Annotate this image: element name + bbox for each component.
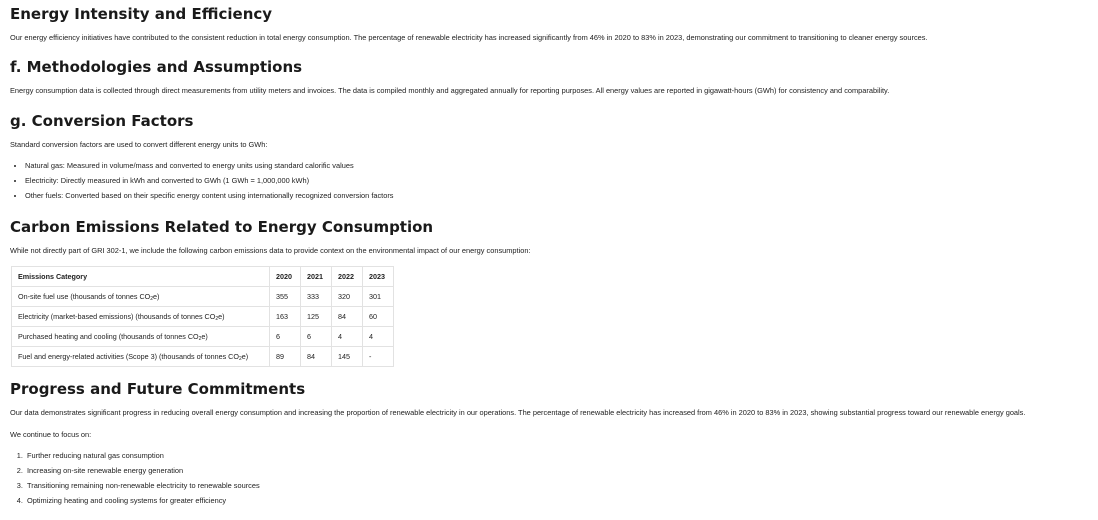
progress-continue-text: We continue to focus on: xyxy=(10,430,92,439)
section-heading-energy-intensity: Energy Intensity and Efficiency xyxy=(10,5,273,23)
table-header-year: 2022 xyxy=(332,267,363,287)
list-item: 4. Optimizing heating and cooling systems for greater efficiency xyxy=(25,493,260,508)
table-cell-value: - xyxy=(363,347,394,367)
table-header-year: 2021 xyxy=(301,267,332,287)
table-cell-value: 301 xyxy=(363,287,394,307)
list-item: 2. Increasing on-site renewable energy generation xyxy=(25,463,260,478)
table-cell-value: 333 xyxy=(301,287,332,307)
table-row xyxy=(12,307,394,327)
table-cell-value: 125 xyxy=(301,307,332,327)
table-row xyxy=(12,327,394,347)
emissions-table xyxy=(11,266,394,367)
conversion-list xyxy=(10,158,394,203)
table-cell-value: 355 xyxy=(270,287,301,307)
section-heading-progress: Progress and Future Commitments xyxy=(10,380,306,398)
list-item: • Electricity: Directly measured in kWh and converted to GWh (1 GWh = 1,000,000 kWh) xyxy=(25,173,394,188)
section-heading-carbon-emissions: Carbon Emissions Related to Energy Consumption xyxy=(10,218,434,236)
commitments-list xyxy=(10,448,260,508)
table-cell-value: 89 xyxy=(270,347,301,367)
table-cell-value: 60 xyxy=(363,307,394,327)
list-item: • Other fuels: Converted based on their specific energy content using internationally recognized conversion factors xyxy=(25,188,394,203)
table-header-year: 2023 xyxy=(363,267,394,287)
methodologies-paragraph: Energy consumption data is collected through direct measurements from utility meters and invoices. The data is compiled monthly and aggregated annually for reporting purposes. All energy values are reported in gigawatt-hours (GWh) for consistency and comparability. xyxy=(10,86,890,95)
table-header-row xyxy=(12,267,394,287)
table-cell-category: Fuel and energy-related activities (Scope 3) (thousands of tonnes $CO_2e$) xyxy=(12,347,270,367)
table-header-category: Emissions Category xyxy=(12,267,270,287)
table-cell-value: 6 xyxy=(301,327,332,347)
list-item: 1. Further reducing natural gas consumption xyxy=(25,448,260,463)
table-cell-value: 4 xyxy=(332,327,363,347)
table-cell-category: Electricity (market-based emissions) (thousands of tonnes $CO_2e$) xyxy=(12,307,270,327)
table-cell-value: 163 xyxy=(270,307,301,327)
table-cell-value: 4 xyxy=(363,327,394,347)
energy-intensity-paragraph: Our energy efficiency initiatives have contributed to the consistent reduction in total energy consumption. The percentage of renewable electricity has increased significantly from 46% in 2020 to 83% in 2023, demonstrating our commitment to transitioning to cleaner energy sources. xyxy=(10,33,928,42)
section-heading-methodologies: f. Methodologies and Assumptions xyxy=(10,58,303,76)
table-cell-value: 84 xyxy=(301,347,332,367)
table-cell-category: Purchased heating and cooling (thousands of tonnes $CO_2e$) xyxy=(12,327,270,347)
conversion-intro: Standard conversion factors are used to convert different energy units to GWh: xyxy=(10,140,268,149)
table-row xyxy=(12,287,394,307)
list-item: • Natural gas: Measured in volume/mass and converted to energy units using standard calorific values xyxy=(25,158,394,173)
progress-paragraph: Our data demonstrates significant progress in reducing overall energy consumption and increasing the proportion of renewable electricity in our operations. The percentage of renewable electricity has increased from 46% in 2020 to 83% in 2023, showing substantial progress toward our renewable energy goals. xyxy=(10,408,1026,417)
table-cell-value: 145 xyxy=(332,347,363,367)
emissions-table-container xyxy=(11,266,394,367)
carbon-intro: While not directly part of GRI 302-1, we include the following carbon emissions data to provide context on the environmental impact of our energy consumption: xyxy=(10,246,531,255)
table-cell-value: 320 xyxy=(332,287,363,307)
table-header-year: 2020 xyxy=(270,267,301,287)
table-cell-value: 84 xyxy=(332,307,363,327)
table-cell-category: On-site fuel use (thousands of tonnes $CO_2e$) xyxy=(12,287,270,307)
section-heading-conversion-factors: g. Conversion Factors xyxy=(10,112,194,130)
list-item: 3. Transitioning remaining non-renewable electricity to renewable sources xyxy=(25,478,260,493)
table-row xyxy=(12,347,394,367)
table-cell-value: 6 xyxy=(270,327,301,347)
